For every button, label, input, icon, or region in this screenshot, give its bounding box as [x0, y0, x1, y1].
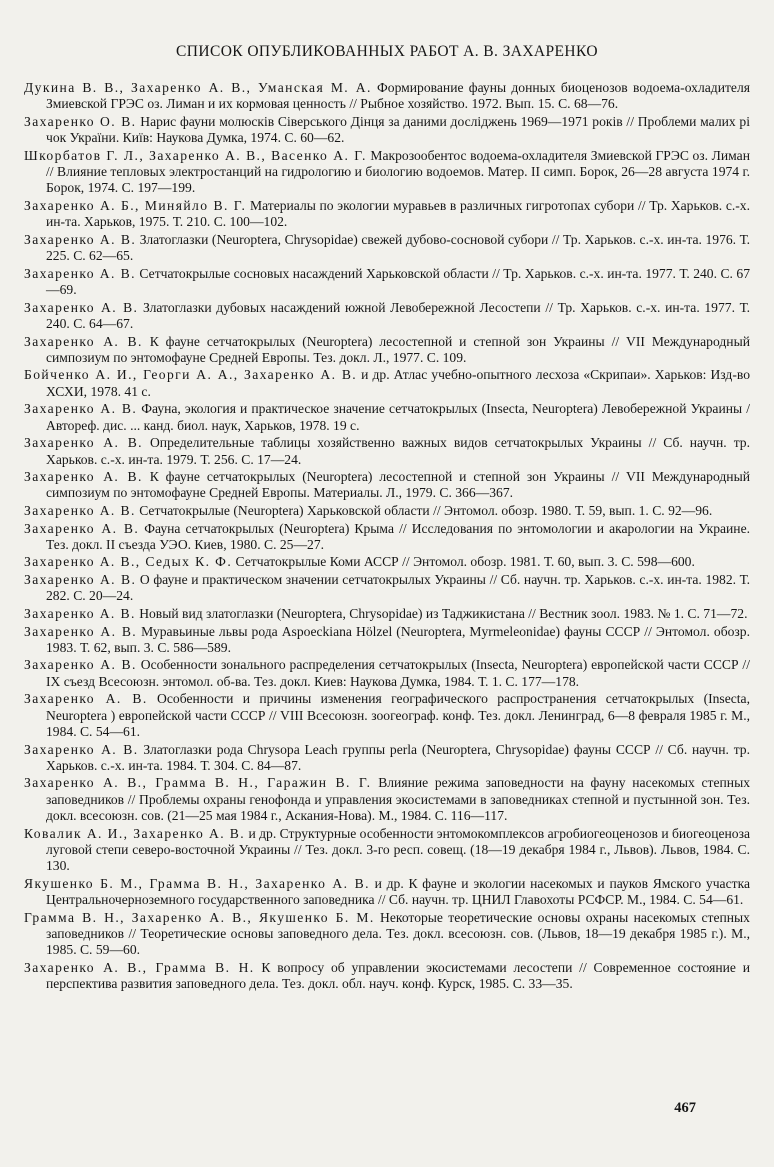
bibliography-entry	[24, 232, 750, 265]
bibliography-entry	[24, 826, 750, 875]
entry-text: Сетчатокрылые сосновых насаждений Харьковской области // Тр. Харьков. с.-х. ин-та. 1977. Т. 240. С. 67—69.	[46, 265, 750, 298]
bibliography-entry	[24, 606, 750, 622]
bibliography-entry	[24, 114, 750, 147]
entry-text: Сетчатокрылые Коми АССР // Энтомол. обозр. 1981. Т. 60, вып. 3. С. 598—600.	[232, 554, 695, 570]
bibliography-entry	[24, 960, 750, 993]
entry-authors: Захаренко А. В.	[24, 435, 143, 451]
entry-authors: Якушенко Б. М., Грамма В. Н., Захаренко А. В.	[24, 875, 370, 891]
bibliography-entry	[24, 148, 750, 197]
bibliography-entry	[24, 435, 750, 468]
entry-authors: Захаренко О. В.	[24, 113, 137, 129]
entry-authors: Захаренко А. В.	[24, 520, 140, 536]
bibliography-entry	[24, 266, 750, 299]
bibliography-entry	[24, 876, 750, 909]
entry-text: Новый вид златоглазки (Neuroptera, Chrysopidae) из Таджикистана // Вестник зоол. 1983. № 1. С. 71—72.	[135, 605, 748, 621]
entry-text: Нарис фауни молюсків Сіверського Дінця за даними досліджень 1969—1971 років // Проблеми малих рі чок України. Київ: Наукова Думка, 1974. С. 60—62.	[46, 113, 750, 146]
page-number: 467	[674, 1100, 696, 1116]
bibliography-entry	[24, 300, 750, 333]
entry-authors: Захаренко А. Б., Миняйло В. Г.	[24, 197, 247, 213]
entry-text: Фауна сетчатокрылых (Neuroptera) Крыма // Исследования по энтомологии и акарологии на Украине. Тез. докл. II съезда УЭО. Киев, 1980. С. 25—27.	[46, 520, 751, 552]
bibliography-entry	[24, 80, 750, 113]
entry-text: Златоглазки (Neuroptera, Chrysopidae) свежей дубово-сосновой субори // Тр. Харьков. с.-х. ин-та. 1976. Т. 225. С. 62—65.	[46, 231, 750, 264]
bibliography-entry	[24, 691, 750, 740]
entry-authors: Ковалик А. И., Захаренко А. В.	[24, 825, 246, 841]
page-title: СПИСОК ОПУБЛИКОВАННЫХ РАБОТ А. В. ЗАХАРЕНКО	[176, 43, 598, 60]
entry-text: Златоглазки рода Chrysopa Leach группы perla (Neuroptera, Chrysopidae) фауны СССР // Сб. научн. тр. Харьков. с.-х. ин-та. 1984. Т. 304. С. 84—87.	[46, 741, 750, 773]
bibliography-entry	[24, 554, 750, 570]
bibliography-entry	[24, 775, 750, 824]
entry-text: Сетчатокрылые (Neuroptera) Харьковской области // Энтомол. обозр. 1980. Т. 59, вып. 1. С. 92—96.	[135, 502, 713, 518]
entry-authors: Захаренко А. В., Седых К. Ф.	[24, 554, 233, 570]
entry-authors: Шкорбатов Г. Л., Захаренко А. В., Васенко А. Г.	[24, 147, 367, 163]
entry-authors: Захаренко А. В.	[24, 691, 148, 707]
entry-text: О фауне и практическом значении сетчатокрылых Украины // Сб. научн. тр. Харьков. с.-х. ин-та. 1982. Т. 282. С. 20—24.	[46, 572, 750, 604]
entry-text: Златоглазки дубовых насаждений южной Левобережной Лесостепи // Тр. Харьков. с.-х. ин-та. 1977. Т. 240. С. 64—67.	[46, 299, 750, 331]
entry-text: и др. Структурные особенности энтомокомплексов агробиогеоценозов и биогеоценоза луговой степи северо-восточной Украины // Тез. докл. 3-го респ. совещ. (18—19 декабря 1984 г., Львов). Львов, 1984. С. 130.	[46, 825, 750, 874]
entry-authors: Грамма В. Н., Захаренко А. В., Якушенко Б. М.	[24, 909, 375, 925]
entry-text: Муравьиные львы рода Aspoeckiana Hölzel (Neuroptera, Myrmeleonidae) фауны СССР // Энтомол. обозр. 1983. Т. 62, вып. 3. С. 586—589.	[46, 623, 750, 655]
bibliography-entry	[24, 657, 750, 690]
entry-text: Определительные таблицы хозяйственно важных видов сетчатокрылых Украины // Сб. научн. тр. Харьков. с.-х. ин-та. 1979. Т. 256. С. 17—24.	[46, 435, 750, 467]
bibliography-entry	[24, 367, 750, 400]
entry-authors: Захаренко А. В., Грамма В. Н.	[24, 959, 255, 975]
entry-text: К фауне сетчатокрылых (Neuroptera) лесостепной и степной зон Украины // VII Международный симпозиум по энтомофауне Средней Европы. Тез. докл. Л., 1977. С. 109.	[46, 333, 750, 365]
entry-authors: Бойченко А. И., Георги А. А., Захаренко А. В.	[24, 367, 358, 383]
entry-text: Фауна, экология и практическое значение сетчатокрылых (Insecta, Neuroptera) Левобережной Украины / Автореф. дис. ... канд. биол. наук, Харьков, 1978. 19 с.	[46, 401, 750, 433]
entry-authors: Захаренко А. В.	[24, 605, 136, 621]
entry-text: Макрозообентос водоема-охладителя Змиевской ГРЭС оз. Лиман // Влияние тепловых электростанций на гидрологию и биологию водоемов. Матер. II симп. Борок, 26—28 августа 1974 г. Борок, 1974. С. 197—199.	[46, 147, 750, 196]
bibliography-entry	[24, 503, 750, 519]
bibliography-entry	[24, 521, 750, 554]
bibliography-entry	[24, 910, 750, 959]
entry-text: Материалы по экологии муравьев в различных гигротопах субори // Тр. Харьков. с.-х. ин-та. Харьков, 1975. Т. 210. С. 100—102.	[46, 197, 751, 230]
entry-text: и др. Атлас учебно-опытного лесхоза «Скрипаи». Харьков: Изд-во ХСХИ, 1978. 41 с.	[46, 367, 751, 399]
bibliography-list	[24, 80, 750, 994]
bibliography-entry	[24, 401, 750, 434]
entry-authors: Захаренко А. В.	[24, 231, 137, 247]
bibliography-entry	[24, 624, 750, 657]
entry-text: и др. К фауне и экологии насекомых и пауков Ямского участка Центральночерноземного государственного заповедника // Сб. научн. тр. ЦНИЛ Главохоты РСФСР. М., 1984. С. 54—61.	[46, 875, 750, 908]
bibliography-entry	[24, 572, 750, 605]
entry-authors: Дукина В. В., Захаренко А. В., Уманская М. А.	[24, 80, 372, 95]
entry-authors: Захаренко А. В.	[24, 333, 143, 349]
bibliography-entry	[24, 334, 750, 367]
entry-authors: Захаренко А. В., Грамма В. Н., Гаражин В. Г.	[24, 775, 372, 791]
entry-authors: Захаренко А. В.	[24, 299, 139, 315]
entry-authors: Захаренко А. В.	[24, 741, 139, 757]
bibliography-entry	[24, 198, 750, 231]
bibliography-entry	[24, 742, 750, 775]
entry-authors: Захаренко А. В.	[24, 469, 143, 485]
bibliography-entry	[24, 469, 750, 502]
entry-authors: Захаренко А. В.	[24, 265, 136, 281]
entry-text: К фауне сетчатокрылых (Neuroptera) лесостепной и степной зон Украины // VII Международный симпозиум по энтомофауне Средней Европы. Материалы. Л., 1979. С. 366—367.	[46, 469, 750, 501]
entry-authors: Захаренко А. В.	[24, 502, 136, 518]
entry-text: К вопросу об управлении экосистемами лесостепи // Современное состояние и перспектива развития заповедного дела. Тез. докл. обл. науч. конф. Курск, 1985. С. 33—35.	[46, 959, 750, 992]
entry-authors: Захаренко А. В.	[24, 623, 138, 639]
entry-text: Влияние режима заповедности на фауну насекомых степных заповедников // Проблемы охраны генофонда и управления экосистемами в заповедниках степной и пустынной зон. Тез. докл. всесоюзн. сов. (21—25 мая 1984 г., Аскания-Нова). М., 1984. С. 116—117.	[46, 775, 751, 823]
entry-text: Особенности зонального распределения сетчатокрылых (Insecta, Neuroptera) европейской части СССР // IX съезд Всесоюзн. энтомол. об-ва. Тез. докл. Киев: Наукова Думка, 1984. Т. 1. С. 177—178.	[46, 657, 750, 689]
entry-authors: Захаренко А. В.	[24, 657, 137, 673]
entry-text: Особенности и причины изменения географического распространения сетчатокрылых (Insecta, Neuroptera ) европейской части СССР // VIII Всесоюзн. зоогеограф. конф. Тез. докл. Ленинград, 6—8 февраля 1985 г. М., 1984. С. 54—61.	[46, 691, 750, 739]
entry-text: Формирование фауны донных биоценозов водоема-охладителя Змиевской ГРЭС оз. Лиман и их кормовая ценность // Рыбное хозяйство. 1972. Вып. 15. С. 68—76.	[46, 80, 750, 112]
entry-authors: Захаренко А. В.	[24, 401, 138, 417]
entry-authors: Захаренко А. В.	[24, 572, 137, 588]
entry-text: Некоторые теоретические основы охраны насекомых степных заповедников // Теоретические основы заповедного дела. Тез. докл. всесоюзн. сов. (Львов, 18—19 декабря 1985 г.). М., 1985. С. 59—60.	[46, 909, 750, 958]
